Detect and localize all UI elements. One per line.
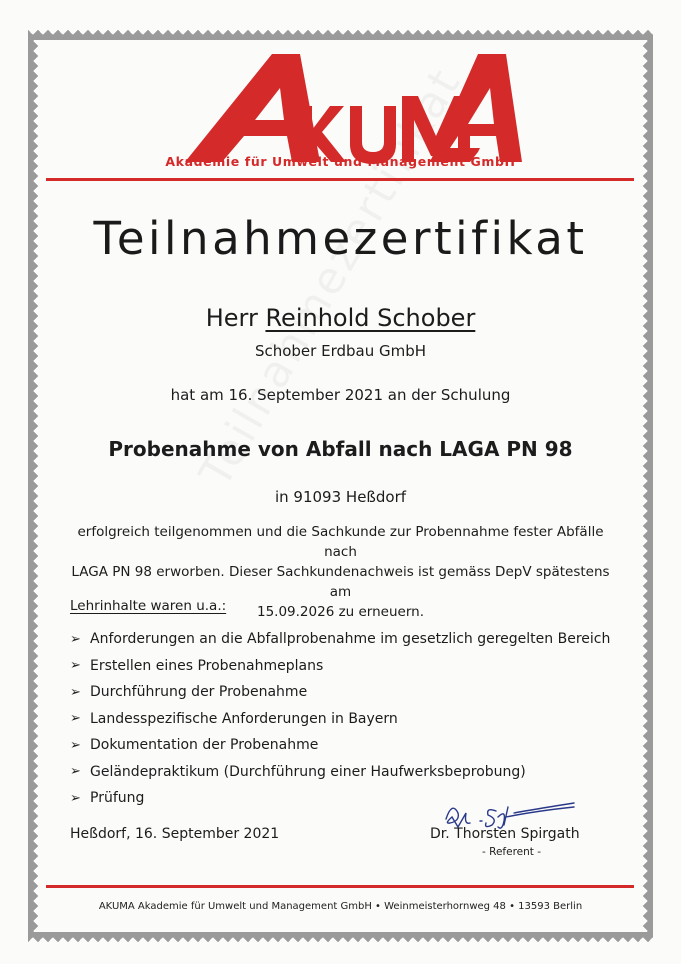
list-item: ➢ Dokumentation der Probenahme (70, 737, 319, 754)
training-location: in 91093 Heßdorf (274, 488, 407, 506)
footer-rule (46, 885, 634, 888)
statement-line: 15.09.2026 zu erneuern. (256, 604, 425, 620)
salutation: Herr (205, 304, 258, 332)
arrow-bullet-icon: ➢ (70, 764, 81, 780)
recipient-name: Reinhold Schober (265, 304, 476, 332)
arrow-bullet-icon: ➢ (70, 737, 81, 753)
decorative-border-bottom (28, 932, 653, 942)
contents-list (70, 626, 610, 812)
list-item: ➢ Geländepraktikum (Durchführung einer Haufwerksbeprobung) (70, 763, 526, 780)
course-title: Probenahme von Abfall nach LAGA PN 98 (108, 437, 573, 461)
recipient-company: Schober Erdbau GmbH (254, 342, 427, 360)
header-rule (46, 178, 634, 181)
list-item: ➢ Prüfung (70, 790, 145, 807)
logo-subtitle: Akademie für Umwelt und Management GmbH (165, 154, 516, 169)
recipient-name-line (0, 304, 681, 332)
statement-line: erfolgreich teilgenommen und die Sachkunde zur Probennahme fester Abfälle nach (77, 524, 604, 560)
statement-line: LAGA PN 98 erworben. Dieser Sachkundenachweis ist gemäss DepV spätestens am (71, 564, 610, 600)
arrow-bullet-icon: ➢ (70, 711, 81, 727)
arrow-bullet-icon: ➢ (70, 658, 81, 674)
page-title: Teilnahmezertifikat (93, 212, 588, 265)
contents-heading: Lehrinhalte waren u.a.: (70, 598, 227, 614)
signer-name: Dr. Thorsten Spirgath (430, 826, 580, 842)
list-item: ➢ Anforderungen an die Abfallprobenahme im gesetzlich geregelten Bereich (70, 631, 611, 648)
list-item: ➢ Landesspezifische Anforderungen in Bayern (70, 710, 398, 727)
decorative-border-top (28, 30, 653, 40)
place-and-date: Heßdorf, 16. September 2021 (70, 826, 280, 842)
training-date-line: hat am 16. September 2021 an der Schulung (170, 386, 511, 404)
list-item: ➢ Erstellen eines Probenahmeplans (70, 657, 324, 674)
list-item: ➢ Durchführung der Probenahme (70, 684, 308, 701)
signer-role: - Referent - (482, 846, 542, 858)
arrow-bullet-icon: ➢ (70, 790, 81, 806)
arrow-bullet-icon: ➢ (70, 631, 81, 647)
arrow-bullet-icon: ➢ (70, 684, 81, 700)
footer-address: AKUMA Akademie für Umwelt und Management GmbH • Weinmeisterhornweg 48 • 13593 Berlin (98, 901, 583, 912)
